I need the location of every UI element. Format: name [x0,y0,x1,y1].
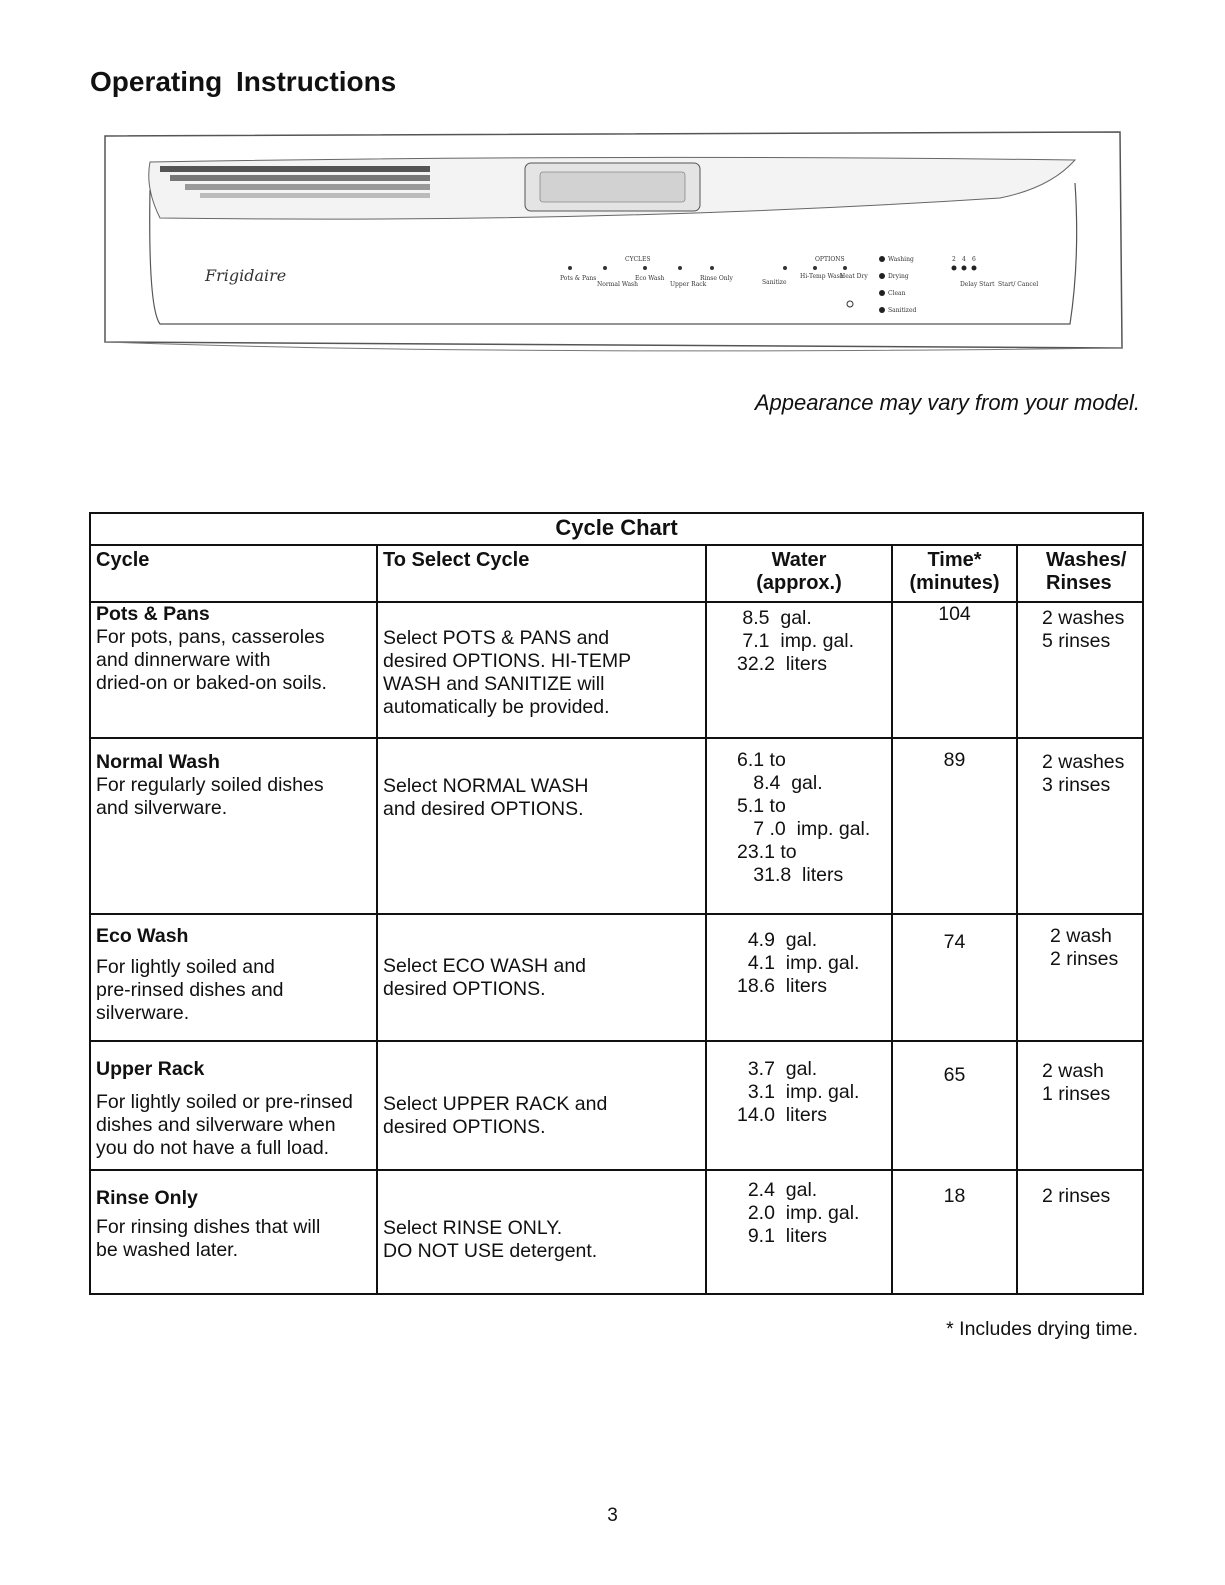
water-line: 5.1 to [737,795,786,817]
washes-line: 1 rinses [1042,1083,1111,1105]
delay-hour-6: 6 [972,256,976,263]
water-line: 3.1 imp. gal. [737,1081,860,1103]
washes-cell [1017,914,1143,1041]
water-line: 18.6 liters [737,975,827,997]
delay-hour-4: 4 [962,256,966,263]
status-sanitized: Sanitized [888,307,917,314]
table-row [90,1170,1143,1294]
appearance-caption: Appearance may vary from your model. [754,390,1140,415]
select-line: desired OPTIONS. HI-TEMP [383,650,632,672]
cycle-desc-line: dried-on or baked-on soils. [96,672,327,694]
header-water-line1: Water [771,549,827,571]
cycle-button-pots: Pots & Pans [560,275,597,282]
water-line: 4.9 gal. [737,929,818,951]
washes-line: 2 rinses [1050,948,1119,970]
option-button-heatdry: Heat Dry [840,273,868,280]
washes-line: 3 rinses [1042,774,1111,796]
time-cell: 104 [892,602,1017,738]
washes-line: 2 washes [1042,751,1125,773]
status-lights [879,256,917,314]
page-number: 3 [607,1505,618,1526]
water-line: 8.5 gal. [737,607,812,629]
cycle-button-rinse: Rinse Only [700,275,733,282]
cycle-desc-line: For lightly soiled or pre-rinsed [96,1091,353,1113]
washes-cell [1017,602,1143,738]
time-cell: 74 [892,914,1017,1041]
water-line: 7.1 imp. gal. [737,630,855,652]
water-line: 32.2 liters [737,653,827,675]
header-time [892,545,1017,602]
header-cycle: Cycle [90,545,377,602]
table-row [90,738,1143,914]
status-drying: Drying [888,273,909,280]
table-row [90,914,1143,1041]
cycle-desc-line: be washed later. [96,1239,239,1261]
cycle-button-upper: Upper Rack [670,281,707,288]
water-line: 6.1 to [737,749,786,771]
water-cell [706,602,892,738]
water-cell [706,1041,892,1170]
washes-line: 2 wash [1050,925,1112,947]
cycle-cell [90,1041,377,1170]
select-cell [377,914,706,1041]
cycle-cell [90,914,377,1041]
select-line: desired OPTIONS. [383,978,546,1000]
select-line: Select RINSE ONLY. [383,1217,563,1239]
water-cell [706,738,892,914]
start-cancel-button: Start/ Cancel [998,281,1039,288]
cycle-name: Upper Rack [96,1058,205,1080]
washes-line: 5 rinses [1042,630,1111,652]
delay-hour-lights [952,256,977,271]
select-line: DO NOT USE detergent. [383,1240,598,1262]
table-row [90,1041,1143,1170]
cycles-label: CYCLES [625,256,651,263]
cycle-name: Pots & Pans [96,603,210,625]
cycle-desc-line: For rinsing dishes that will [96,1216,321,1238]
water-line: 14.0 liters [737,1104,827,1126]
cycle-desc-line: For regularly soiled dishes [96,774,324,796]
water-line: 2.4 gal. [737,1179,818,1201]
water-line: 2.0 imp. gal. [737,1202,860,1224]
delay-hour-2: 2 [952,256,956,263]
header-water-line2: (approx.) [756,572,842,594]
cycle-cell [90,738,377,914]
cycle-desc-line: silverware. [96,1002,190,1024]
select-cell [377,1041,706,1170]
cycle-cell [90,602,377,738]
cycle-chart-table [89,512,1144,1295]
cycle-buttons [560,266,734,288]
cycle-desc-line: For pots, pans, casseroles [96,626,325,648]
options-label: OPTIONS [815,256,845,263]
washes-line: 2 rinses [1042,1185,1111,1207]
select-cell [377,1170,706,1294]
option-button-sanitize: Sanitize [762,279,787,286]
time-cell: 18 [892,1170,1017,1294]
select-line: and desired OPTIONS. [383,798,584,820]
water-line: 7 .0 imp. gal. [737,818,871,840]
cycle-name: Normal Wash [96,751,220,773]
time-cell: 65 [892,1041,1017,1170]
cycle-desc-line: and dinnerware with [96,649,271,671]
option-buttons [762,266,868,307]
cycle-desc-line: dishes and silverware when [96,1114,336,1136]
cycle-cell [90,1170,377,1294]
dishwasher-panel-drawing [100,128,1130,378]
header-water [706,545,892,602]
water-line: 8.4 gal. [737,772,823,794]
select-line: Select UPPER RACK and [383,1093,608,1115]
cycle-button-eco: Eco Wash [635,275,665,282]
washes-cell [1017,1170,1143,1294]
time-cell: 89 [892,738,1017,914]
select-line: WASH and SANITIZE will [383,673,605,695]
select-line: desired OPTIONS. [383,1116,546,1138]
table-header-row [90,545,1143,602]
cycle-desc-line: and silverware. [96,797,228,819]
cycle-desc-line: For lightly soiled and [96,956,275,978]
header-time-line1: Time* [927,549,982,571]
select-cell [377,602,706,738]
water-cell [706,1170,892,1294]
select-cell [377,738,706,914]
brand-logo: Frigidaire [205,266,287,285]
option-button-hitemp: Hi-Temp Wash [800,273,844,280]
washes-line: 2 wash [1042,1060,1104,1082]
water-cell [706,914,892,1041]
cycle-desc-line: you do not have a full load. [96,1137,330,1159]
water-line: 9.1 liters [737,1225,827,1247]
delay-start-button: Delay Start [960,281,995,288]
header-time-line2: (minutes) [909,572,1000,594]
page-title: Operating Instructions [90,66,397,97]
washes-cell [1017,1041,1143,1170]
water-line: 4.1 imp. gal. [737,952,860,974]
status-washing: Washing [888,256,914,263]
table-title: Cycle Chart [90,513,1143,545]
control-panel-illustration [100,128,1130,378]
header-washes [1017,545,1143,602]
washes-line: 2 washes [1042,607,1125,629]
select-line: Select POTS & PANS and [383,627,610,649]
status-clean: Clean [888,290,906,297]
water-line: 31.8 liters [737,864,844,886]
water-line: 3.7 gal. [737,1058,818,1080]
select-line: Select ECO WASH and [383,955,587,977]
header-select: To Select Cycle [377,545,706,602]
select-line: automatically be provided. [383,696,610,718]
washes-cell [1017,738,1143,914]
cycle-button-normal: Normal Wash [597,281,638,288]
header-washes-line2: Rinses [1046,572,1112,594]
header-washes-line1: Washes/ [1046,549,1127,571]
drying-time-footnote: * Includes drying time. [946,1318,1138,1340]
select-line: Select NORMAL WASH [383,775,589,797]
cycle-name: Rinse Only [96,1187,198,1209]
cycle-desc-line: pre-rinsed dishes and [96,979,284,1001]
cycle-name: Eco Wash [96,925,189,947]
water-line: 23.1 to [737,841,797,863]
table-row [90,602,1143,738]
